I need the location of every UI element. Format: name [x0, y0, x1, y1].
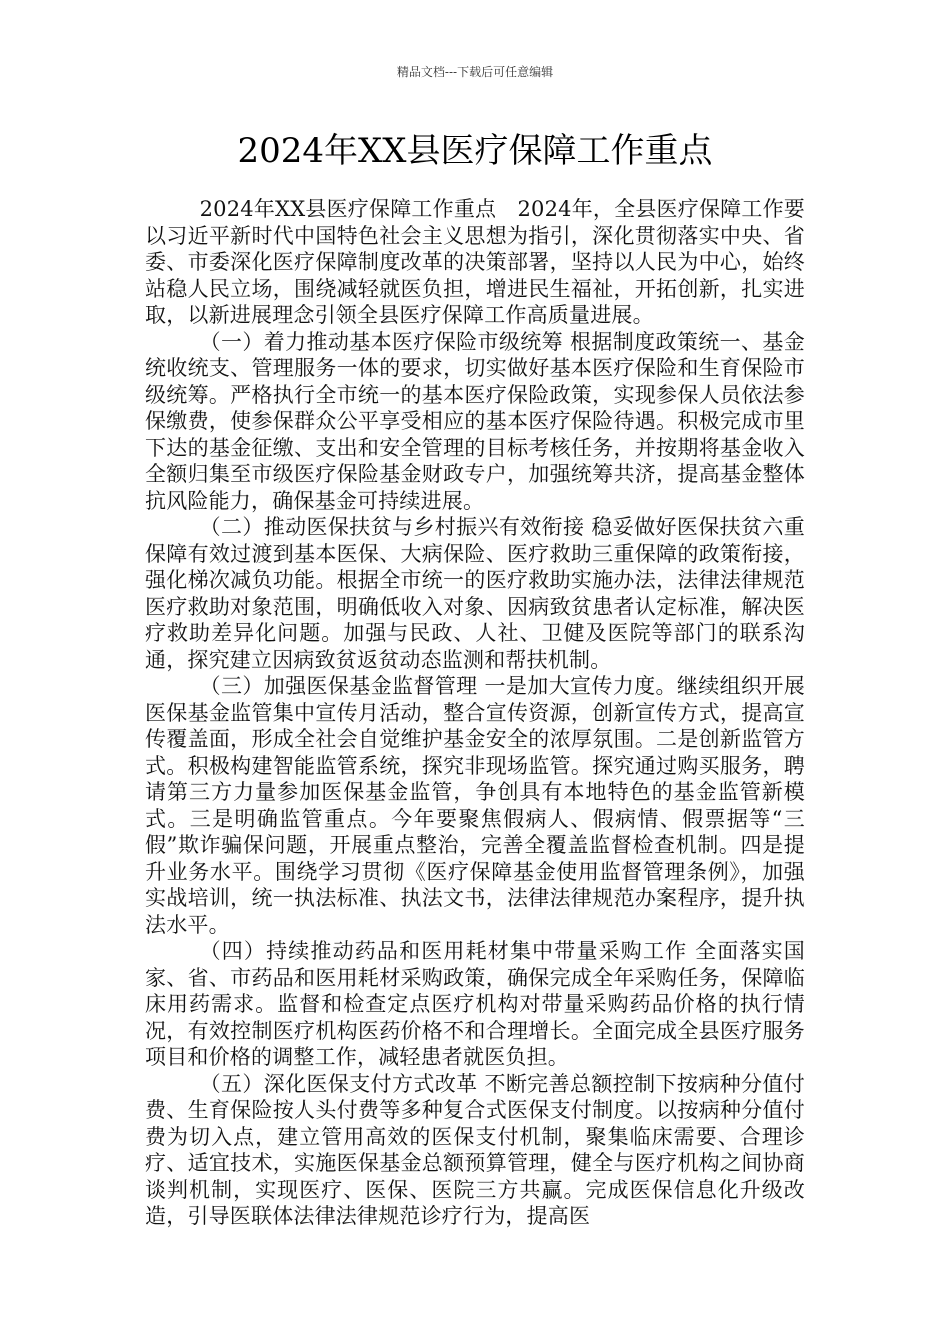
section-4-paragraph: （四）持续推动药品和医用耗材集中带量采购工作 全面落实国家、省、市药品和医用耗材采购政策，确保完成全年采购任务，保障临床用药需求。监督和检查定点医疗机构对带量采购药品价格的执行情况，有效控制医疗机构医药价格不和合理增长。全面完成全县医疗服务项目和价格的调整工作，减轻患者就医负担。: [145, 939, 805, 1069]
section-3-paragraph: （三）加强医保基金监督管理 一是加大宣传力度。继续组织开展医保基金监管集中宣传月活动，整合宣传资源，创新宣传方式，提高宣传覆盖面，形成全社会自觉维护基金安全的浓厚氛围。二是创新监管方式。积极构建智能监管系统，探究非现场监管。探究通过购买服务，聘请第三方力量参加医保基金监管，争创具有本地特色的基金监管新模式。三是明确监管重点。今年要聚焦假病人、假病情、假票据等“三假”欺诈骗保问题，开展重点整治，完善全覆盖监督检查机制。四是提升业务水平。围绕学习贯彻《医疗保障基金使用监督管理条例》，加强实战培训，统一执法标准、执法文书，法律法律规范办案程序，提升执法水平。: [145, 674, 805, 937]
intro-paragraph: 2024年XX县医疗保障工作重点 2024年，全县医疗保障工作要以习近平新时代中国特色社会主义思想为指引，深化贯彻落实中央、省委、市委深化医疗保障制度改革的决策部署，坚持以人民为中心，始终站稳人民立场，围绕减轻就医负担，增进民生福祉，开拓创新，扎实进取，以新进展理念引领全县医疗保障工作高质量进展。: [145, 197, 805, 327]
document-body: [145, 196, 805, 1230]
section-5-paragraph: （五）深化医保支付方式改革 不断完善总额控制下按病种分值付费、生育保险按人头付费等多种复合式医保支付制度。以按病种分值付费为切入点，建立管用高效的医保支付机制，聚集临床需要、合理诊疗、适宜技术，实施医保基金总额预算管理，健全与医疗机构之间协商谈判机制，实现医疗、医保、医院三方共赢。完成医保信息化升级改造，引导医联体法律法律规范诊疗行为，提高医: [145, 1071, 805, 1228]
page-header-note: 精品文档---下载后可任意编辑: [396, 65, 554, 79]
section-1-paragraph: （一）着力推动基本医疗保险市级统筹 根据制度政策统一、基金统收统支、管理服务一体的要求，切实做好基本医疗保险和生育保险市级统筹。严格执行全市统一的基本医疗保险政策，实现参保人员依法参保缴费，使参保群众公平享受相应的基本医疗保险待遇。积极完成市里下达的基金征缴、支出和安全管理的目标考核任务，并按期将基金收入全额归集至市级医疗保险基金财政专户，加强统筹共济，提高基金整体抗风险能力，确保基金可持续进展。: [145, 329, 805, 513]
section-2-paragraph: （二）推动医保扶贫与乡村振兴有效衔接 稳妥做好医保扶贫六重保障有效过渡到基本医保、大病保险、医疗救助三重保障的政策衔接，强化梯次减负功能。根据全市统一的医疗救助实施办法，法律法律规范医疗救助对象范围，明确低收入对象、因病致贫患者认定标准，解决医疗救助差异化问题。加强与民政、人社、卫健及医院等部门的联系沟通，探究建立因病致贫返贫动态监测和帮扶机制。: [145, 515, 805, 672]
document-title: 2024年XX县医疗保障工作重点: [237, 131, 713, 171]
